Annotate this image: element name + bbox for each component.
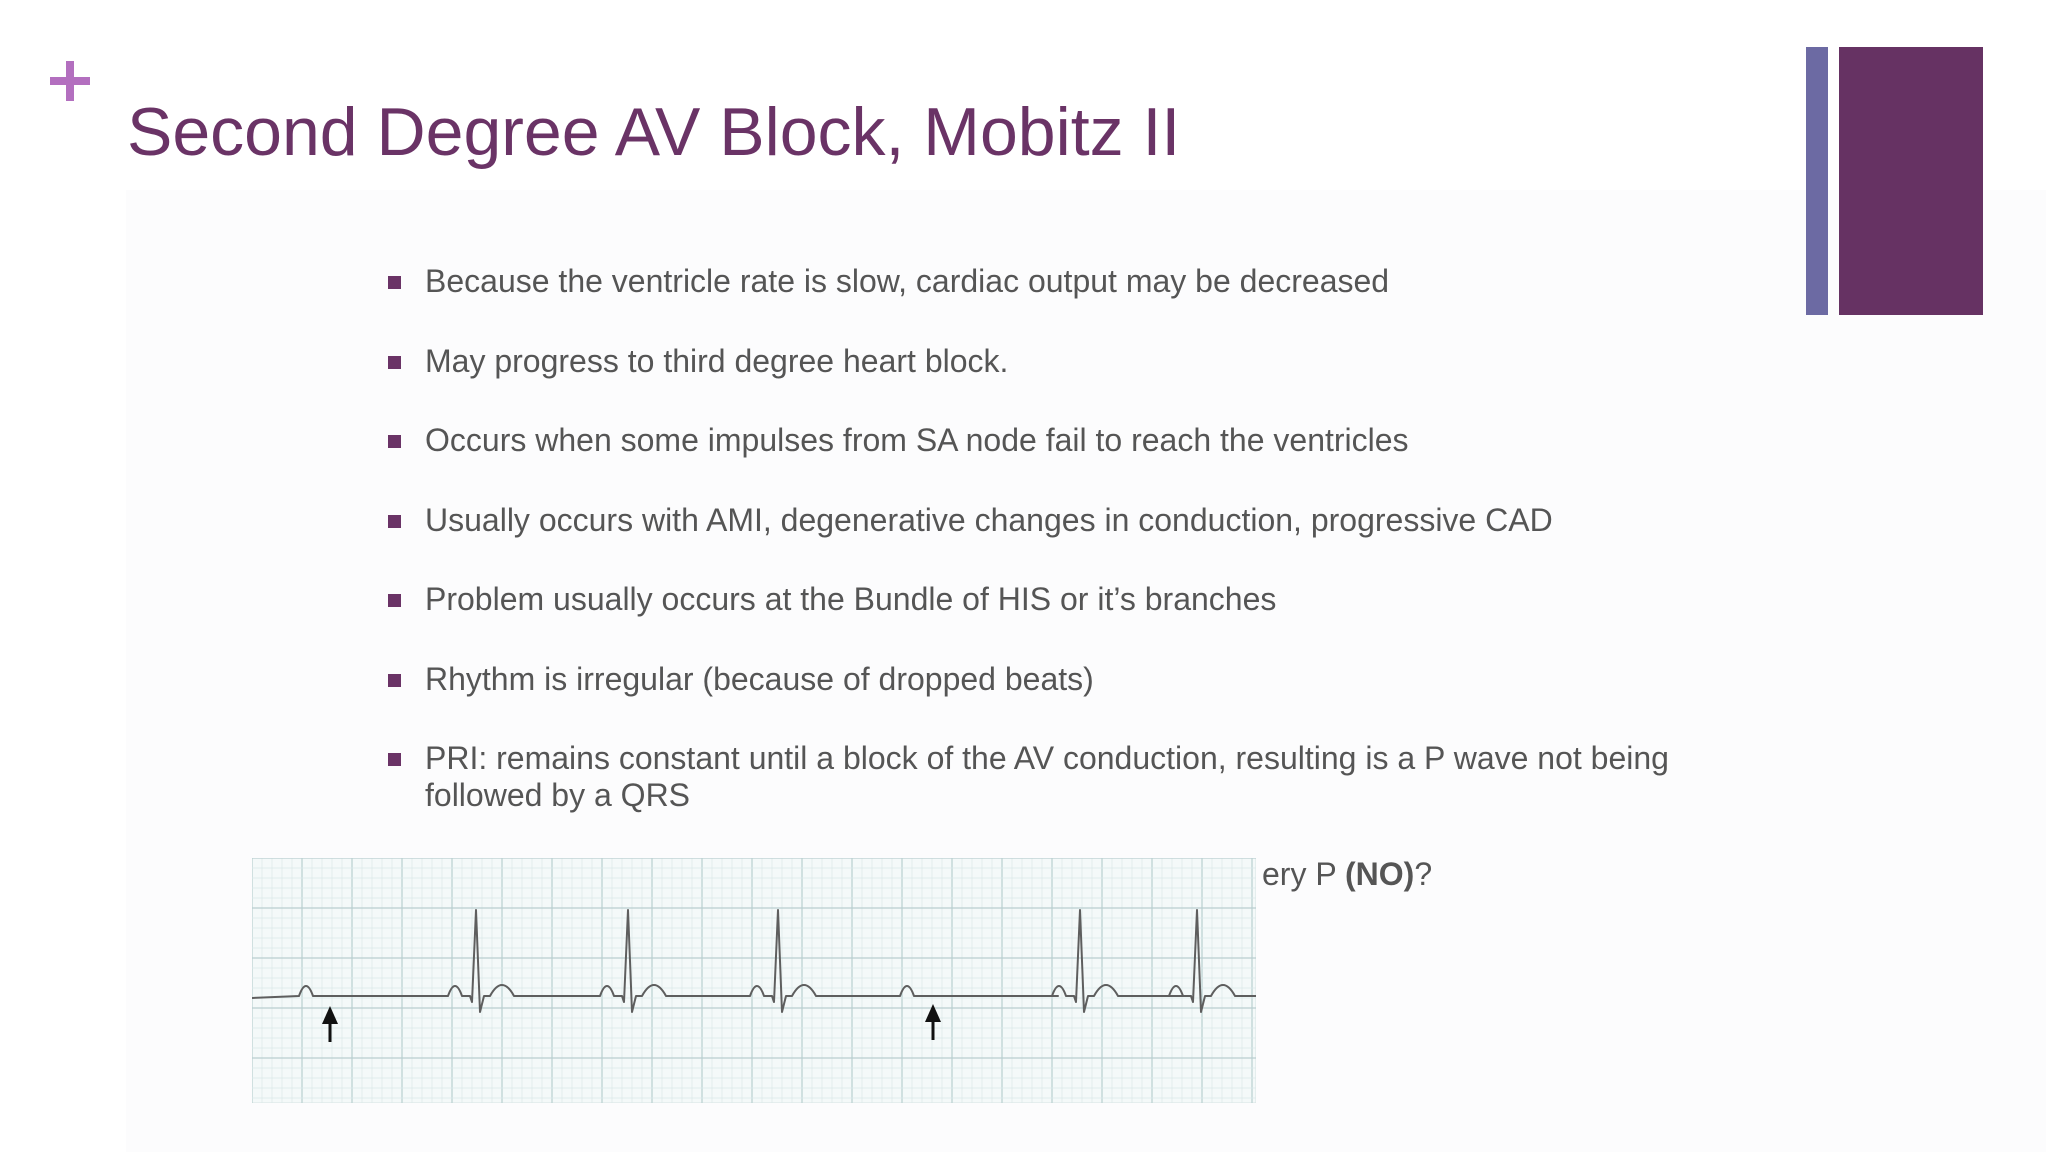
bullet-marker: [388, 753, 401, 766]
plus-icon: [50, 58, 96, 104]
bullet-marker: [388, 515, 401, 528]
bullet-text: Rhythm is irregular (because of dropped beats): [425, 661, 1094, 697]
bullet-text: Occurs when some impulses from SA node fail to reach the ventricles: [425, 422, 1409, 458]
bullet-marker: [388, 435, 401, 448]
partial-prefix: ery P: [1262, 856, 1345, 892]
ecg-grid: [252, 858, 1256, 1103]
decorative-bar-thin: [1806, 47, 1828, 315]
slide-title: Second Degree AV Block, Mobitz II: [127, 94, 1181, 170]
partial-bold: (NO): [1345, 856, 1415, 892]
bullet-marker: [388, 276, 401, 289]
bullet-text: Usually occurs with AMI, degenerative changes in conduction, progressive CAD: [425, 502, 1553, 538]
bullet-text: May progress to third degree heart block.: [425, 343, 1009, 379]
partial-bullet-text: [1262, 856, 1432, 893]
bullet-text: Because the ventricle rate is slow, cardiac output may be decreased: [425, 263, 1390, 299]
ecg-strip-image: [252, 858, 1256, 1103]
bullet-marker: [388, 594, 401, 607]
bullet-text: Problem usually occurs at the Bundle of HIS or it’s branches: [425, 581, 1277, 617]
bullet-marker: [388, 356, 401, 369]
bullet-text: PRI: remains constant until a block of the AV conduction, resulting is a P wave not being followed by a QRS: [425, 740, 1669, 813]
partial-suffix: ?: [1414, 856, 1433, 892]
bullet-marker: [388, 674, 401, 687]
decorative-bar-thick: [1839, 47, 1983, 315]
